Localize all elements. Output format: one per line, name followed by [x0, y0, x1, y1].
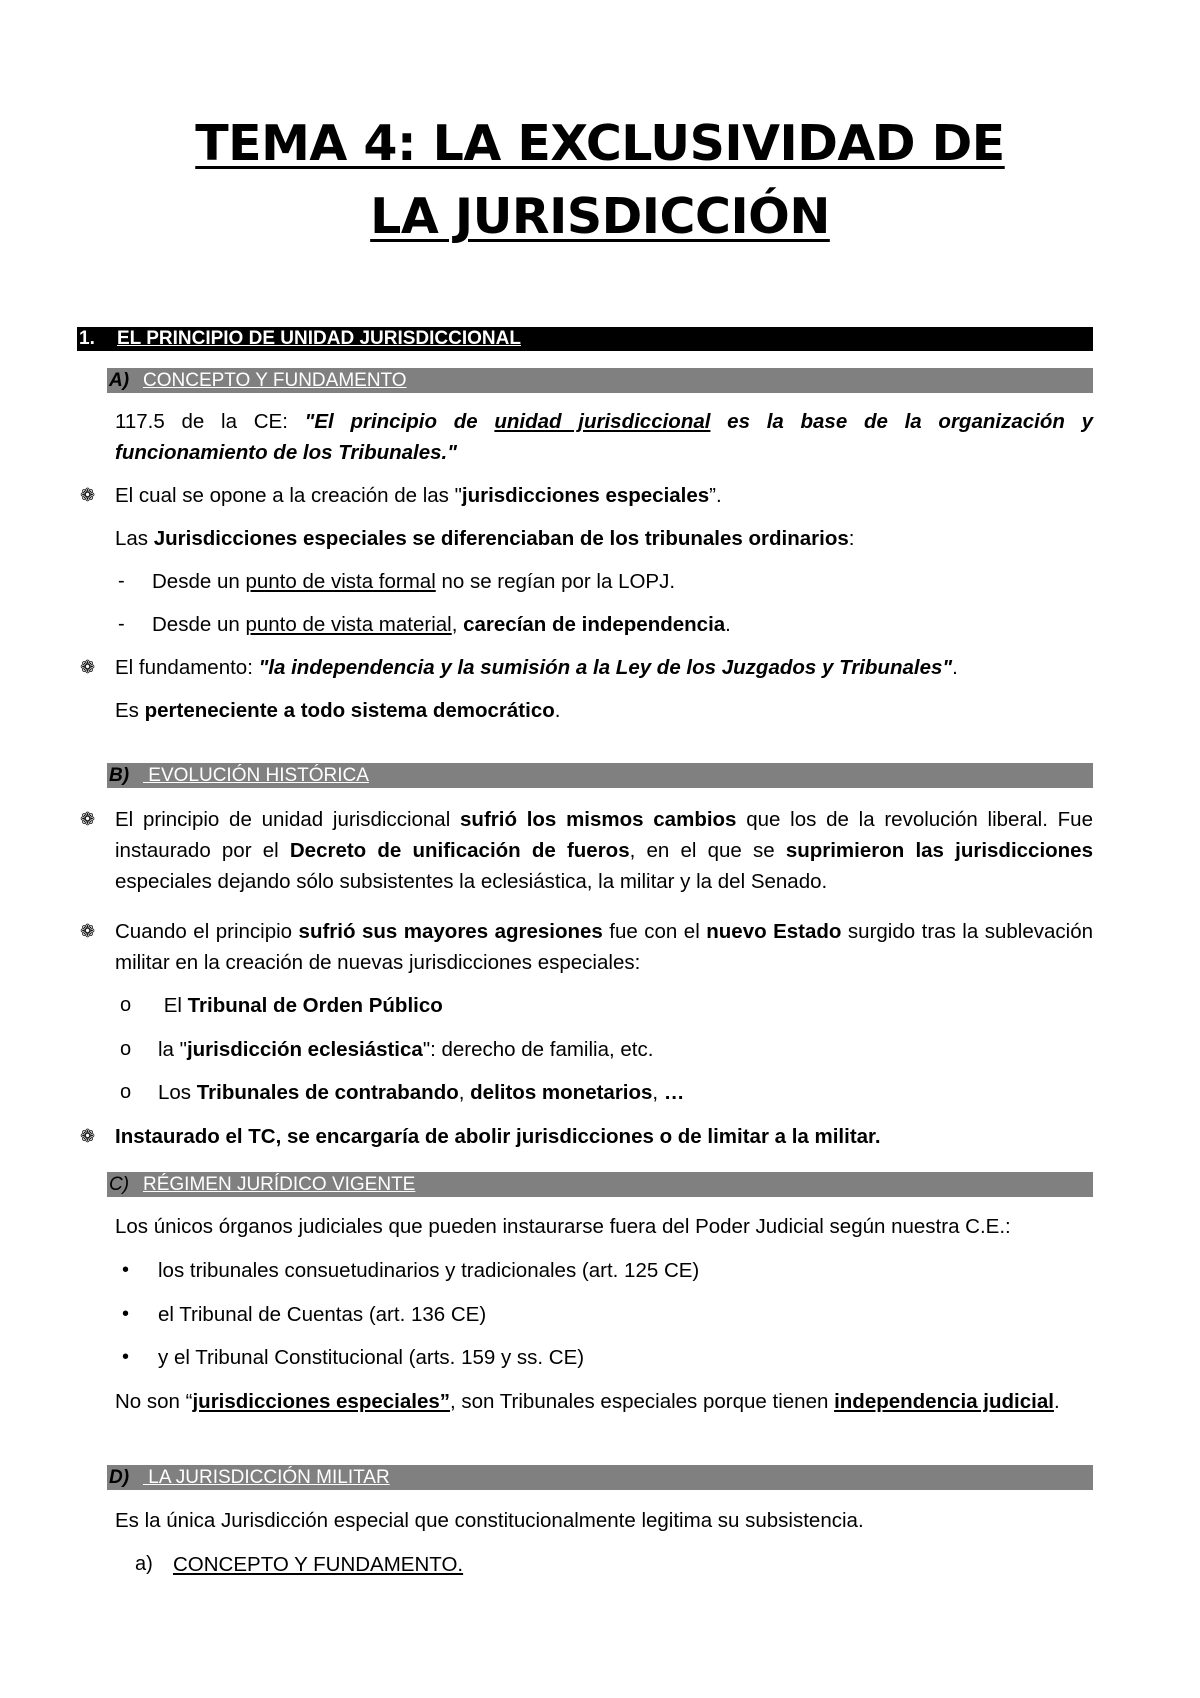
text: Las	[115, 527, 154, 550]
paragraph-military-intro	[115, 1505, 1093, 1536]
underlined-text: CONCEPTO Y FUNDAMENTO.	[173, 1553, 464, 1576]
subsection-label: A)	[109, 370, 130, 391]
text: no se regían por la LOPJ.	[435, 570, 676, 593]
sub-item-contrabando	[158, 1077, 684, 1108]
bold-italic-text: "la independencia y la sumisión a la Ley de los Juzgados y Tribunales"	[258, 656, 953, 679]
text: Desde un	[152, 613, 246, 636]
quote-text: "El principio de	[304, 410, 495, 433]
bold-text: nuevo Estado	[706, 920, 842, 943]
paragraph-democratic	[115, 695, 1093, 726]
text: :	[848, 527, 855, 550]
bullet-opposes	[115, 480, 1093, 511]
bold-text: delitos monetarios	[470, 1081, 653, 1104]
dot-bullet: •	[122, 1259, 130, 1281]
text: ,	[451, 613, 464, 636]
text: , en el que se	[629, 839, 786, 862]
underlined-text: punto de vista material	[245, 613, 452, 636]
dash-item-material	[152, 609, 731, 640]
text: .	[952, 656, 958, 679]
subsection-title: RÉGIMEN JURÍDICO VIGENTE	[143, 1174, 416, 1195]
list-item: los tribunales consuetudinarios y tradicionales (art. 125 CE)	[158, 1259, 700, 1282]
bold-text: Decreto de unificación de fueros	[289, 839, 630, 862]
paragraph-unique-organs	[115, 1211, 1093, 1242]
text: Cuando el principio	[115, 920, 299, 943]
bold-underlined-text: jurisdicciones especiales”	[192, 1390, 451, 1413]
text: ": derecho de familia, etc.	[422, 1038, 654, 1061]
paragraph-differences	[115, 523, 1093, 554]
bold-text: jurisdicción eclesiástica	[186, 1038, 423, 1061]
flower-bullet-icon: ❁	[80, 1126, 96, 1146]
quote-text: funcionamiento de los Tribunales."	[115, 441, 457, 464]
title-line-1: TEMA 4: LA EXCLUSIVIDAD DE	[195, 115, 1005, 172]
dash-bullet: -	[118, 570, 125, 592]
bold-text: carecían de independencia	[463, 613, 726, 636]
subsection-label: B)	[109, 765, 130, 786]
text: Es la única Jurisdicción especial que constitucionalmente legitima su subsistencia.	[115, 1509, 864, 1532]
subsection-d-heading	[107, 1465, 1093, 1490]
text: .	[554, 699, 561, 722]
bold-text: Jurisdicciones especiales se diferenciaban de los tribunales ordinarios	[153, 527, 849, 550]
text: fue con el	[602, 920, 707, 943]
subsection-c-heading	[107, 1172, 1093, 1197]
section-1-heading	[77, 327, 1093, 351]
text: ,	[652, 1081, 664, 1104]
dash-item-formal	[152, 566, 675, 597]
bold-text: suprimieron las jurisdicciones	[785, 839, 1093, 862]
text: ”.	[709, 484, 722, 507]
sub-item-orden-publico	[158, 990, 443, 1021]
circle-bullet: o	[120, 1038, 132, 1060]
constitution-quote-line-1	[115, 406, 1093, 437]
subsection-label: D)	[109, 1467, 130, 1488]
bullet-historical-changes	[115, 804, 1093, 897]
text: El fundamento:	[115, 656, 259, 679]
quote-prefix: 117.5 de la CE:	[115, 410, 305, 433]
subsection-b-heading	[107, 763, 1093, 788]
bold-underlined-text: independencia judicial	[834, 1390, 1054, 1413]
flower-bullet-icon: ❁	[80, 809, 96, 829]
underlined-text: punto de vista formal	[245, 570, 436, 593]
dot-bullet: •	[122, 1303, 130, 1325]
text: Los únicos órganos judiciales que pueden instaurarse fuera del Poder Judicial según nuestra C.E.:	[115, 1215, 1011, 1238]
constitution-quote-line-2	[115, 437, 1093, 468]
text: ,	[458, 1081, 471, 1104]
text: No son “	[115, 1390, 193, 1413]
subsection-title: EVOLUCIÓN HISTÓRICA	[143, 765, 369, 786]
text: Los	[158, 1081, 197, 1104]
bullet-fundamento	[115, 652, 1093, 683]
section-title: EL PRINCIPIO DE UNIDAD JURISDICCIONAL	[117, 328, 521, 349]
paragraph-not-special	[115, 1386, 1093, 1417]
quote-text: es la base de la organización y	[710, 410, 1093, 433]
bold-text: Tribunal de Orden Público	[187, 994, 443, 1017]
bold-text: …	[663, 1081, 685, 1104]
text: Es	[115, 699, 145, 722]
bold-text: sufrió sus mayores agresiones	[298, 920, 603, 943]
bold-text: sufrió los mismos cambios	[460, 808, 737, 831]
document-title	[0, 107, 1200, 253]
dash-bullet: -	[118, 613, 125, 635]
bold-text: jurisdicciones especiales	[461, 484, 710, 507]
list-item: el Tribunal de Cuentas (art. 136 CE)	[158, 1303, 487, 1326]
text: El	[158, 994, 188, 1017]
text: .	[725, 613, 731, 636]
list-item: y el Tribunal Constitucional (arts. 159 y ss. CE)	[158, 1346, 585, 1369]
subpoint-label: a)	[135, 1553, 153, 1575]
text: la "	[158, 1038, 187, 1061]
dot-bullet: •	[122, 1346, 130, 1368]
text: que los de la revolución liberal. Fue instaurado por el	[115, 808, 1093, 862]
text: especiales dejando sólo subsistentes la eclesiástica, la militar y la del Senado.	[115, 870, 828, 893]
bold-text: perteneciente a todo sistema democrático	[144, 699, 555, 722]
bullet-greatest-aggressions	[115, 916, 1093, 978]
text: El cual se opone a la creación de las "	[115, 484, 462, 507]
flower-bullet-icon: ❁	[80, 485, 96, 505]
bold-text: Tribunales de contrabando	[196, 1081, 459, 1104]
flower-bullet-icon: ❁	[80, 657, 96, 677]
text: .	[1053, 1390, 1060, 1413]
subsection-a-heading	[107, 368, 1093, 393]
subpoint-title	[173, 1549, 463, 1580]
circle-bullet: o	[120, 1081, 132, 1103]
subsection-title: CONCEPTO Y FUNDAMENTO	[143, 370, 407, 391]
bullet-tc	[115, 1121, 1093, 1152]
text: surgido tras la sublevación militar en la creación de nuevas jurisdicciones especiales:	[115, 920, 1093, 974]
quote-underlined: unidad jurisdiccional	[494, 410, 711, 433]
section-number: 1.	[79, 328, 95, 349]
sub-item-eclesiastica	[158, 1034, 653, 1065]
flower-bullet-icon: ❁	[80, 921, 96, 941]
title-line-2: LA JURISDICCIÓN	[370, 188, 830, 245]
subsection-title: LA JURISDICCIÓN MILITAR	[143, 1467, 390, 1488]
bold-text: Instaurado el TC, se encargaría de abolir jurisdicciones o de limitar a la militar.	[115, 1125, 881, 1148]
text: , son Tribunales especiales porque tienen	[450, 1390, 835, 1413]
text: El principio de unidad jurisdiccional	[115, 808, 461, 831]
circle-bullet: o	[120, 994, 132, 1016]
text: Desde un	[152, 570, 246, 593]
subsection-label: C)	[109, 1174, 130, 1195]
